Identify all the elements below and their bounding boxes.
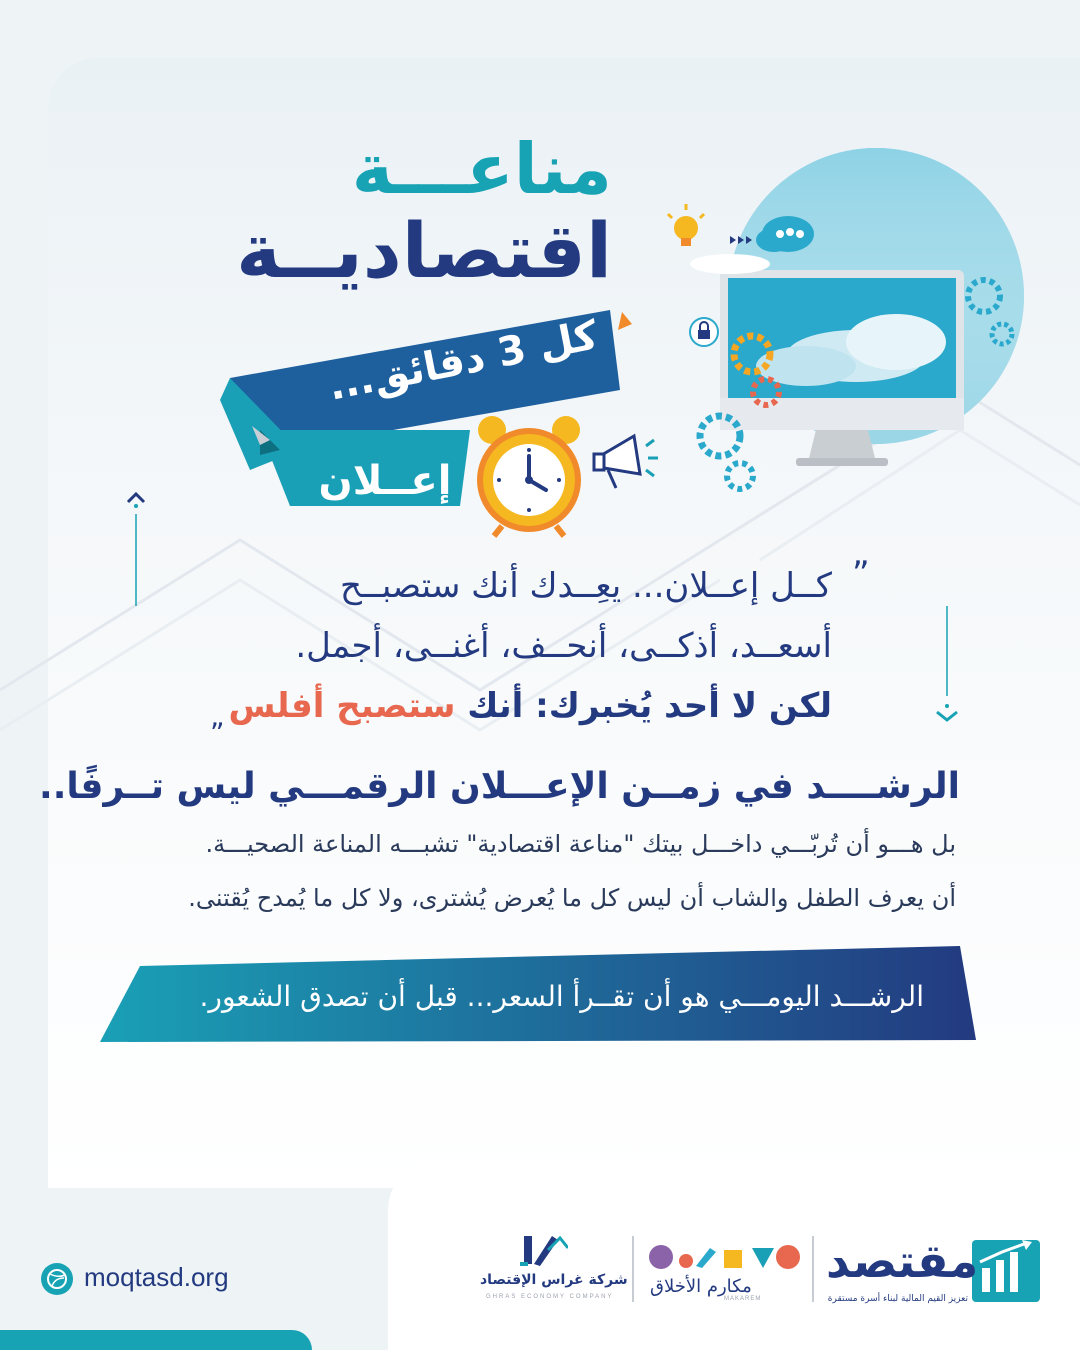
website-link[interactable]: moqtasd.org bbox=[84, 1262, 229, 1292]
ghras-logo-sub: GHRAS ECONOMY COMPANY bbox=[486, 1294, 614, 1300]
paragraph-line-2: أن يعرف الطفل والشاب أن ليس كل ما يُعرض يُشترى، ولا كل ما يُمدح يُقتنى. bbox=[188, 884, 956, 912]
footer-divider bbox=[632, 1236, 634, 1302]
bottom-accent-bar bbox=[0, 1330, 312, 1350]
makarem-logo-name: مكارم الأخلاق bbox=[650, 1276, 752, 1297]
quote-open-mark: ” bbox=[852, 554, 870, 594]
moqtasd-logo-tagline: تعزيز القيم المالية لبناء أسرة مستقرة bbox=[827, 1294, 968, 1304]
quote-line-3 bbox=[228, 686, 832, 726]
makarem-logo-sub: MAKAREM bbox=[724, 1296, 762, 1302]
badge-advertisement: إعــلان bbox=[318, 458, 452, 504]
ghras-logo-name: شركة غراس الإقتصاد bbox=[480, 1272, 628, 1288]
banner-text: الرشـــد اليومـــي هو أن تقــرأ السعر... قبل أن تصدق الشعور. bbox=[199, 980, 924, 1013]
section-heading: الرشــــد في زمــن الإعـــلان الرقمـــي ليس تــرفًا.. bbox=[39, 766, 960, 807]
moqtasd-logo-name: مقتصد bbox=[826, 1234, 979, 1288]
lock-icon bbox=[690, 318, 718, 346]
quote-line-3-highlight: ستصبح أفلس bbox=[228, 686, 456, 726]
title-line-1: مناعـــة bbox=[351, 128, 612, 210]
quote-line-2: أسعــد، أذكــى، أنحــف، أغنــى، أجمل. bbox=[295, 626, 832, 666]
lightbulb-icon bbox=[668, 204, 704, 246]
alarm-clock-icon bbox=[477, 416, 581, 536]
makarem-logo-mark bbox=[648, 1244, 800, 1270]
computer-icon bbox=[656, 146, 1026, 506]
quote-close-mark: „ bbox=[210, 700, 225, 733]
quote-line-3-part-a: لكن لا أحد يُخبرك: أنك bbox=[455, 686, 832, 726]
megaphone-icon bbox=[594, 436, 658, 488]
dribbble-globe-icon bbox=[40, 1262, 74, 1296]
ghras-logo-mark bbox=[518, 1232, 568, 1268]
badge-every-3-minutes: كل 3 دقائق... bbox=[324, 312, 602, 410]
paragraph-line-1: بل هـــو أن تُربّـــي داخـــل بيتك "مناعة اقتصادية" تشبـــه المناعة الصحيـــة. bbox=[205, 830, 956, 858]
left-arrow-line bbox=[126, 490, 146, 610]
title-line-2: اقتصاديــة bbox=[236, 206, 612, 295]
right-arrow-line bbox=[932, 606, 962, 726]
quote-line-1: كــل إعــلان... يعِــدك أنك ستصبــح bbox=[339, 566, 832, 606]
footer-divider bbox=[812, 1236, 814, 1302]
moqtasd-logo-mark bbox=[972, 1240, 1040, 1302]
